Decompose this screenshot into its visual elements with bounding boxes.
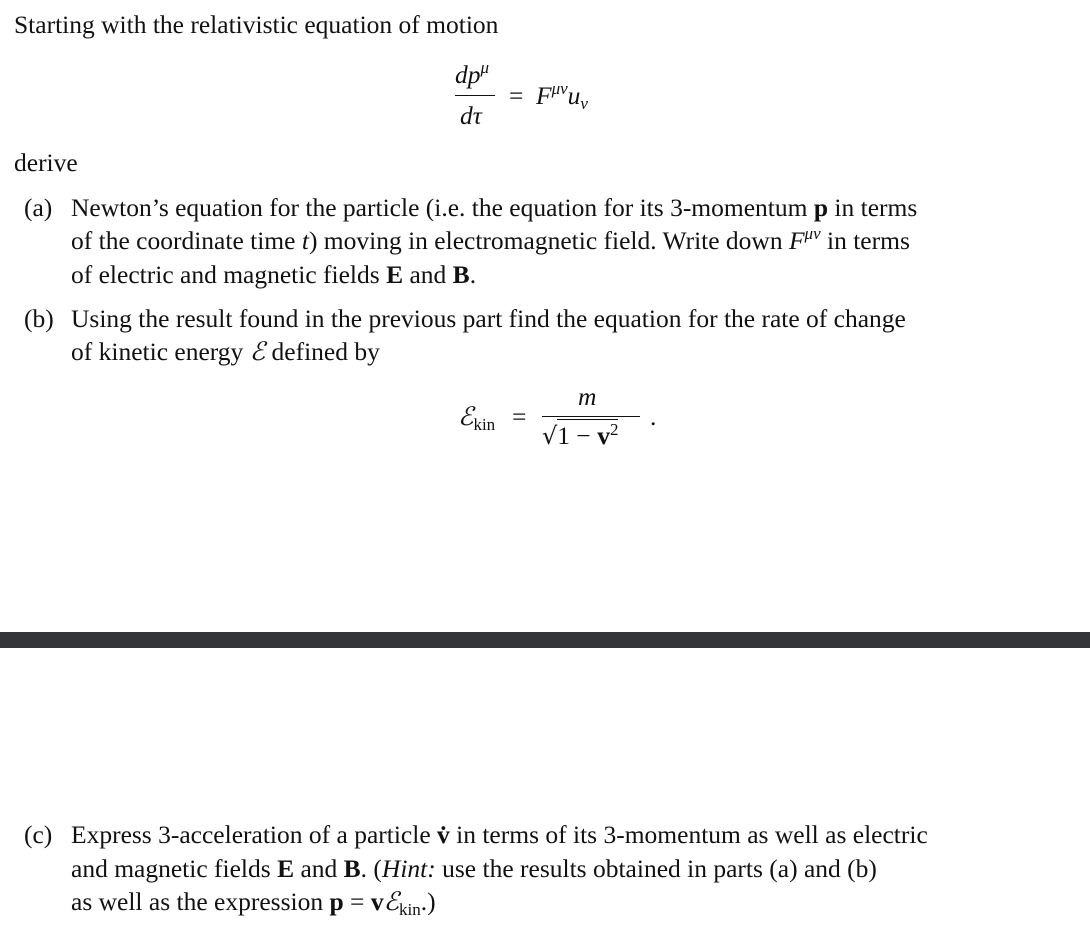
part-a-line-3: of electric and magnetic fields E and B. xyxy=(71,260,477,289)
kin-equals: = xyxy=(512,402,527,431)
kin-numerator: m xyxy=(578,382,597,411)
part-b-line-1: Using the result found in the previous part find the equation for the rate of change xyxy=(71,304,906,333)
part-a-line-1: Newton’s equation for the particle (i.e. the equation for its 3-momentum p in terms xyxy=(71,193,918,222)
kin-period: . xyxy=(650,402,657,431)
part-b-line-2: of kinetic energy ℰ defined by xyxy=(71,337,380,367)
kin-lhs: ℰkin xyxy=(458,402,496,434)
part-c-line-2: and magnetic fields E and B. (Hint: use the results obtained in parts (a) and (b) xyxy=(71,854,877,883)
kin-denominator: $√1 - v^2$ xyxy=(542,420,619,450)
part-c-line-1: Express 3-acceleration of a particle v̇ in terms of its 3-momentum as well as electric xyxy=(71,820,928,849)
eq-denominator: dτ xyxy=(460,101,482,130)
intro-text: Starting with the relativistic equation of motion xyxy=(14,10,499,39)
eq-rhs: $F^{\mu\nu}u\nu$ xyxy=(536,79,588,113)
part-c-label: (c) xyxy=(24,820,53,849)
part-b-label: (b) xyxy=(24,304,54,333)
eq-fraction-bar xyxy=(455,95,495,96)
eq-equals: = xyxy=(509,81,524,110)
section-divider xyxy=(0,632,1090,648)
part-a-line-2: of the coordinate time t) moving in electromagnetic field. Write down $F^{\mu\nu}$ in terms xyxy=(71,224,910,255)
eq-numerator: $dp^\mu$ xyxy=(455,58,490,89)
derive-text: derive xyxy=(14,148,78,177)
kin-fraction-bar xyxy=(542,416,640,417)
part-a-label: (a) xyxy=(24,193,53,222)
part-c-line-3: as well as the expression p = vℰkin.) xyxy=(71,887,436,919)
